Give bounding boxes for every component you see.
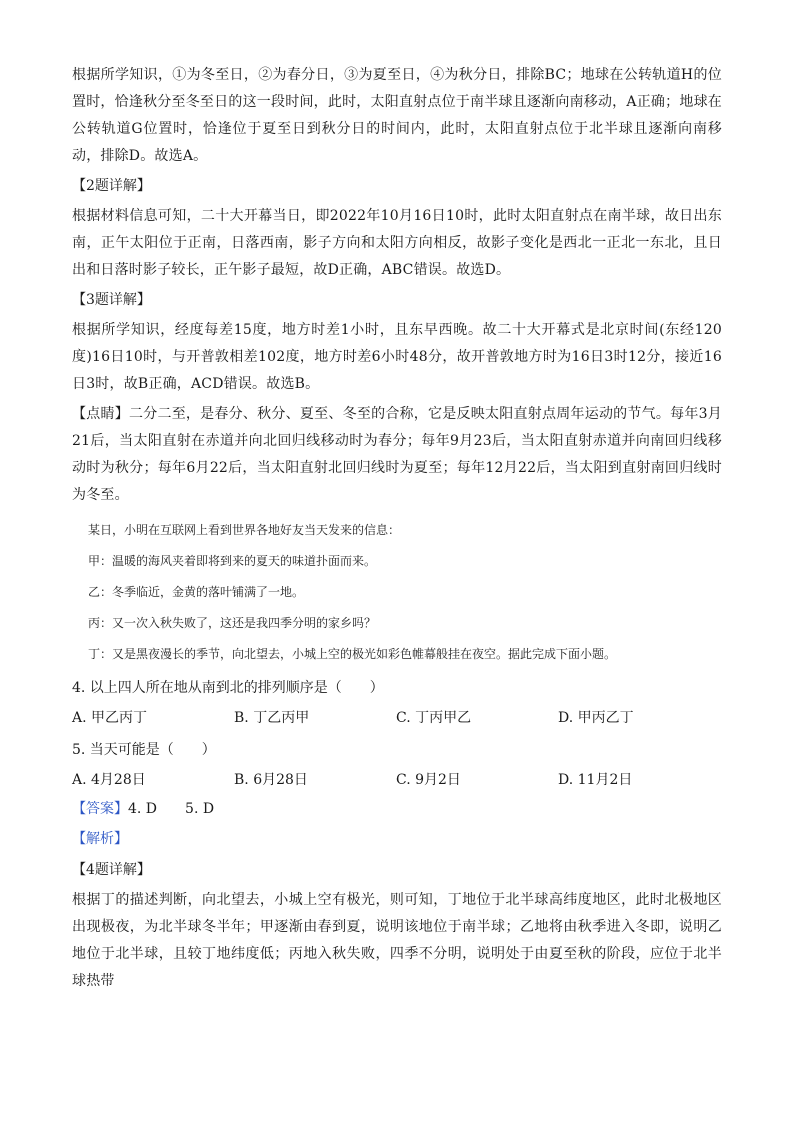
q4-option-d: D. 甲丙乙丁 [558,710,634,726]
q5-option-c: C. 9月2日 [396,772,461,788]
question-5-options [72,766,722,794]
question-4-options [72,704,722,732]
heading-q4-detail: 【4题详解】 [72,862,151,878]
tip-text: 二分二至，是春分、秋分、夏至、冬至的合称，它是反映太阳直射点周年运动的节气。每年3月21后，当太阳直射在赤道并向北回归线移动时为春分；每年9月23后，当太阳直射赤道并向南回归线移动时为秋分；每年6月22后，当太阳直射北回归线时为夏至；每年12月22后，当太阳到直射南回归线时为冬至。 [72,406,722,503]
answer-text: 4. D 5. D [128,801,215,817]
question-4-stem: 4. 以上四人所在地从南到北的排列顺序是（ ） [72,680,384,696]
heading-q3-detail: 【3题详解】 [72,292,151,308]
paragraph-tip [72,401,722,509]
paragraph-q3-explanation: 根据所学知识，经度每差15度，地方时差1小时，且东早西晚。故二十大开幕式是北京时间(东经120度)16日10时，与开普敦相差102度，地方时差6小时48分，故开普敦地方时为16日3时12分，接近16日3时，故B正确，ACD错误。故选B。 [72,322,722,392]
question-5-stem: 5. 当天可能是（ ） [72,742,216,758]
material-line-jia: 甲：温暖的海风夹着即将到来的夏天的味道扑面而来。 [88,554,377,568]
answer-label: 【答案】 [72,801,128,817]
tip-label: 【点睛】 [72,406,129,422]
material-line-ding: 丁：又是黑夜漫长的季节，向北望去，小城上空的极光如彩色帷幕般挂在夜空。据此完成下面小题。 [88,647,617,661]
material-block [88,515,722,670]
material-line-yi: 乙：冬季临近，金黄的落叶铺满了一地。 [88,585,305,599]
material-intro: 某日，小明在互联网上看到世界各地好友当天发来的信息： [88,523,401,537]
paragraph-q1-explanation: 根据所学知识，①为冬至日，②为春分日，③为夏至日，④为秋分日，排除BC；地球在公转轨道H的位置时，恰逢秋分至冬至日的这一段时间，此时，太阳直射点位于南半球且逐渐向南移动，A正确；地球在公转轨道G位置时，恰逢位于夏至日到秋分日的时间内，此时，太阳直射点位于北半球且逐渐向南移动，排除D。故选A。 [72,67,722,164]
paragraph-q2-explanation: 根据材料信息可知，二十大开幕当日，即2022年10月16日10时，此时太阳直射点在南半球，故日出东南，正午太阳位于正南，日落西南，影子方向和太阳方向相反，故影子变化是西北一正北一东北，且日出和日落时影子较长，正午影子最短，故D正确，ABC错误。故选D。 [72,208,722,278]
q5-option-b: B. 6月28日 [234,772,308,788]
q4-option-a: A. 甲乙丙丁 [72,710,148,726]
analysis-label: 【解析】 [72,831,128,847]
paragraph-q4-explanation: 根据丁的描述判断，向北望去，小城上空有极光，则可知，丁地位于北半球高纬度地区，此时北极地区出现极夜，为北半球冬半年；甲逐渐由春到夏，说明该地位于南半球；乙地将由秋季进入冬即，说明乙地位于北半球，且较丁地纬度低；丙地入秋失败，四季不分明，说明处于由夏至秋的阶段，应位于北半球热带 [72,892,722,989]
heading-q2-detail: 【2题详解】 [72,178,151,194]
q4-option-b: B. 丁乙丙甲 [234,710,310,726]
answer-line [72,794,722,824]
q4-option-c: C. 丁丙甲乙 [396,710,472,726]
q5-option-d: D. 11月2日 [558,772,633,788]
material-line-bing: 丙：又一次入秋失败了，这还是我四季分明的家乡吗？ [88,616,377,630]
q5-option-a: A. 4月28日 [72,772,146,788]
document-page [72,62,722,995]
